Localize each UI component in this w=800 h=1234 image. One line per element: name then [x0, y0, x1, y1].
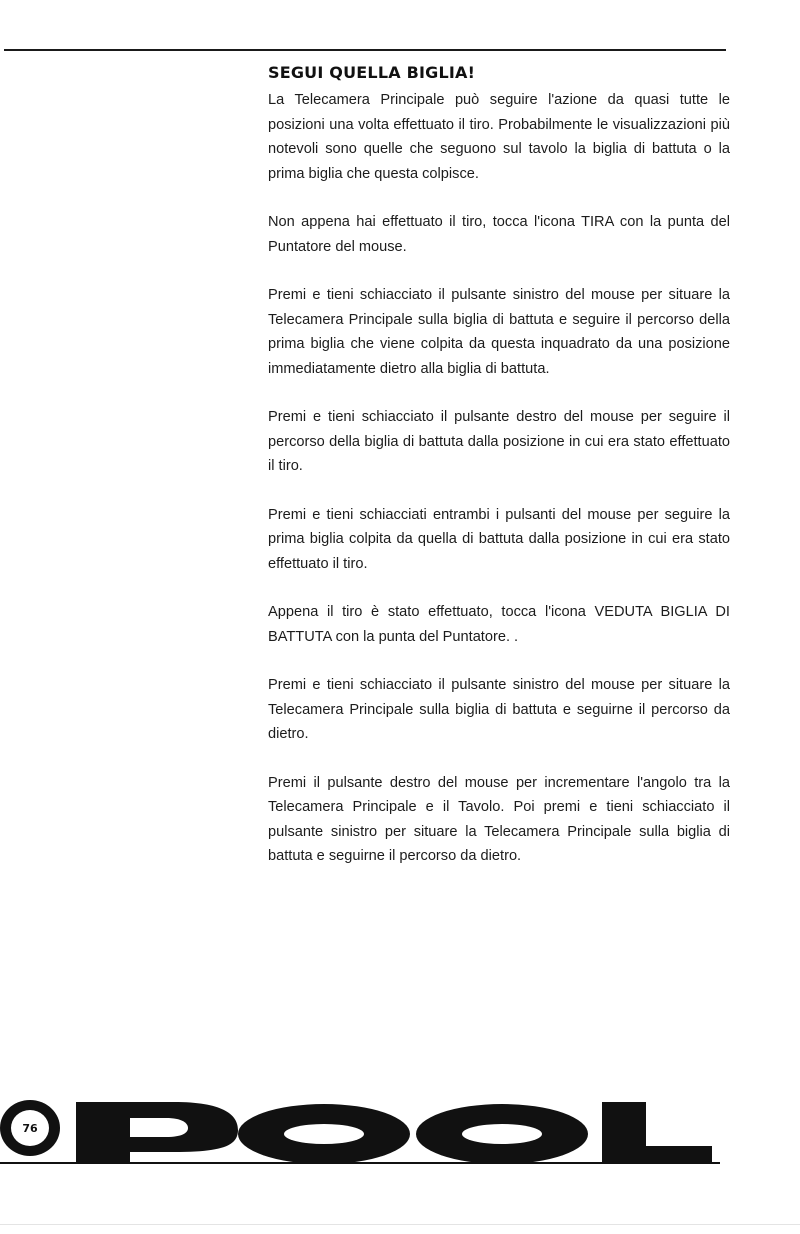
page-number: 76 — [11, 1110, 49, 1146]
paragraph-tira: Non appena hai effettuato il tiro, tocca l'icona TIRA con la punta del Puntatore del mouse. — [268, 214, 730, 255]
paragraph-angle: Premi il pulsante destro del mouse per incrementare l'angolo tra la Telecamera Principale e il Tavolo. Poi premi e tieni schiacciato il pulsante sinistro per situare la Telecamera Principale sulla biglia di battuta e seguirne il percorso da dietro. — [268, 774, 730, 864]
paragraph-right-button: Premi e tieni schiacciato il pulsante destro del mouse per seguire il percorso della biglia di battuta dalla posizione in cui era stato effettuato il tiro. — [268, 409, 730, 474]
top-rule — [4, 49, 726, 51]
logo-letter-p — [76, 1102, 238, 1162]
logo-letter-o-2 — [416, 1104, 588, 1164]
logo-letter-l — [602, 1102, 712, 1162]
pool-logo — [62, 1096, 722, 1168]
pool-logo-graphic — [62, 1096, 722, 1168]
section-heading: SEGUI QUELLA BIGLIA! — [268, 63, 476, 82]
page-edge-line — [0, 1224, 800, 1225]
footer-rule — [0, 1162, 720, 1164]
logo-text — [62, 1096, 63, 1097]
paragraph-veduta: Appena il tiro è stato effettuato, tocca l'icona VEDUTA BIGLIA DI BATTUTA con la punta del Puntatore. . — [268, 604, 730, 645]
paragraph-left-button: Premi e tieni schiacciato il pulsante sinistro del mouse per situare la Telecamera Principale sulla biglia di battuta e seguire il percorso della prima biglia che viene colpita da questa inquadrato da una posizione immediatamente dietro alla biglia di battuta. — [268, 287, 730, 377]
paragraph-intro: La Telecamera Principale può seguire l'azione da quasi tutte le posizioni una volta effettuato il tiro. Probabilmente le visualizzazioni più notevoli sono quelle che seguono sul tavolo la biglia di battuta o la prima biglia che questa colpisce. — [268, 92, 730, 182]
logo-letter-o-1 — [238, 1104, 410, 1164]
paragraph-both-buttons: Premi e tieni schiacciati entrambi i pulsanti del mouse per seguire la prima biglia colpita da quella di battuta dalla posizione in cui era stato effettuato il tiro. — [268, 506, 730, 572]
article-body — [268, 62, 730, 893]
paragraph-follow-behind: Premi e tieni schiacciato il pulsante sinistro del mouse per situare la Telecamera Principale sulla biglia di battuta e seguirne il percorso da dietro. — [268, 677, 730, 742]
